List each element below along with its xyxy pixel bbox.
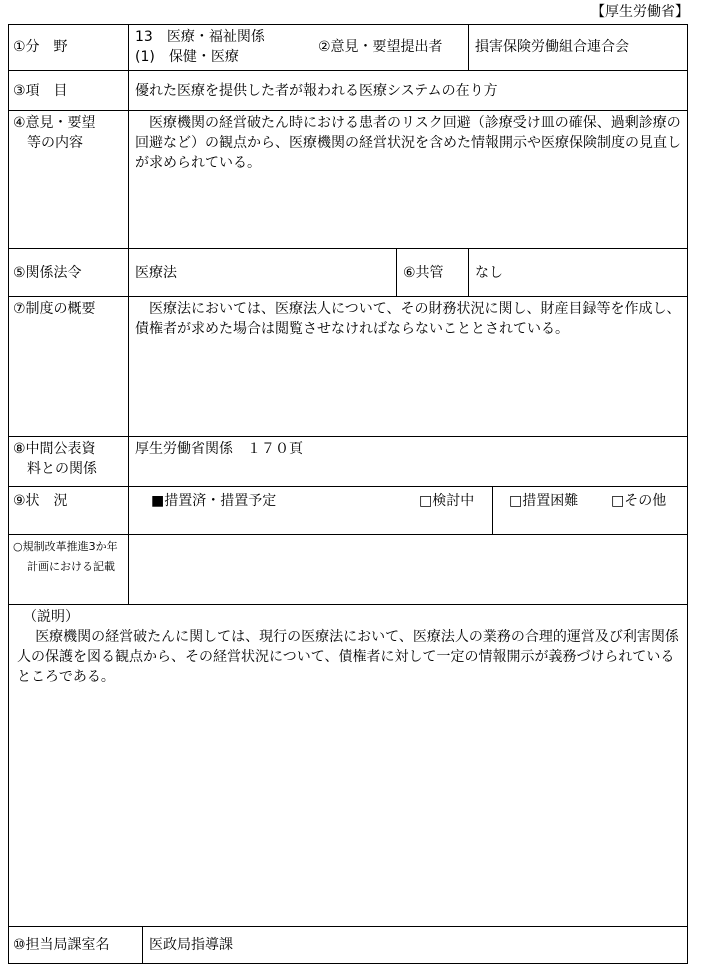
ministry-tag: 【厚生労働省】: [591, 4, 689, 20]
plan-label: [8, 534, 128, 604]
system-value: [128, 296, 688, 436]
status-option-other: □その他: [611, 493, 667, 509]
field-label: ①分 野: [8, 24, 128, 70]
item-value: 優れた医療を提供した者が報われる医療システムの在り方: [128, 70, 688, 110]
bureau-label: ⑩担当局課室名: [8, 926, 142, 964]
law-label: ⑤関係法令: [8, 248, 128, 296]
proposal-form: [8, 24, 688, 964]
opinion-value: [128, 110, 688, 248]
status-options-right: [492, 486, 688, 534]
explanation-text: 医療機関の経営破たんに関しては、現行の医療法において、医療法人の業務の合理的運営及び利害関係人の保護を図る観点から、その経営状況について、債権者に対して一定の情報開示が義務づけられているところである。: [17, 629, 679, 685]
interim-value: 厚生労働省関係 １７０頁: [128, 436, 688, 486]
interim-label: [8, 436, 128, 486]
interim-label-line2: 料との関係: [27, 461, 97, 477]
joint-label: ⑥共管: [396, 248, 468, 296]
status-option-under-review: □検討中: [419, 493, 475, 509]
system-label: ⑦制度の概要: [8, 296, 128, 436]
plan-label-line1: ○規制改革推進3か年: [13, 540, 118, 553]
plan-value: [128, 534, 688, 604]
system-text: 医療法においては、医療法人について、その財務状況に関し、財産目録等を作成し、債権者が求めた場合は閲覧させなければならないこととされている。: [135, 301, 681, 337]
explanation-heading: （説明）: [23, 609, 79, 625]
status-option-difficult: □措置困難: [509, 493, 579, 509]
submitter-label: ②意見・要望提出者: [312, 24, 468, 70]
field-subcategory: (1) 保健・医療: [135, 49, 239, 65]
law-value: 医療法: [128, 248, 396, 296]
status-option-implemented: ■措置済・措置予定: [151, 493, 277, 509]
joint-value: なし: [468, 248, 688, 296]
plan-label-line2: 計画における記載: [27, 560, 115, 573]
opinion-text: 医療機関の経営破たん時における患者のリスク回避（診療受け皿の確保、過剰診療の回避など）の観点から、医療機関の経営状況を含めた情報開示や医療保険制度の見直しが求められている。: [135, 115, 681, 171]
opinion-label: [8, 110, 128, 248]
opinion-label-line2: 等の内容: [27, 135, 83, 151]
field-value: [128, 24, 312, 70]
status-label: ⑨状 況: [8, 486, 128, 534]
interim-label-line1: ⑧中間公表資: [13, 441, 96, 457]
item-label: ③項 目: [8, 70, 128, 110]
submitter-value: 損害保険労働組合連合会: [468, 24, 688, 70]
opinion-label-line1: ④意見・要望: [13, 115, 96, 131]
field-category: 13 医療・福祉関係: [135, 29, 265, 45]
bureau-value: 医政局指導課: [142, 926, 688, 964]
explanation-box: [8, 604, 688, 926]
status-options-left: [128, 486, 492, 534]
